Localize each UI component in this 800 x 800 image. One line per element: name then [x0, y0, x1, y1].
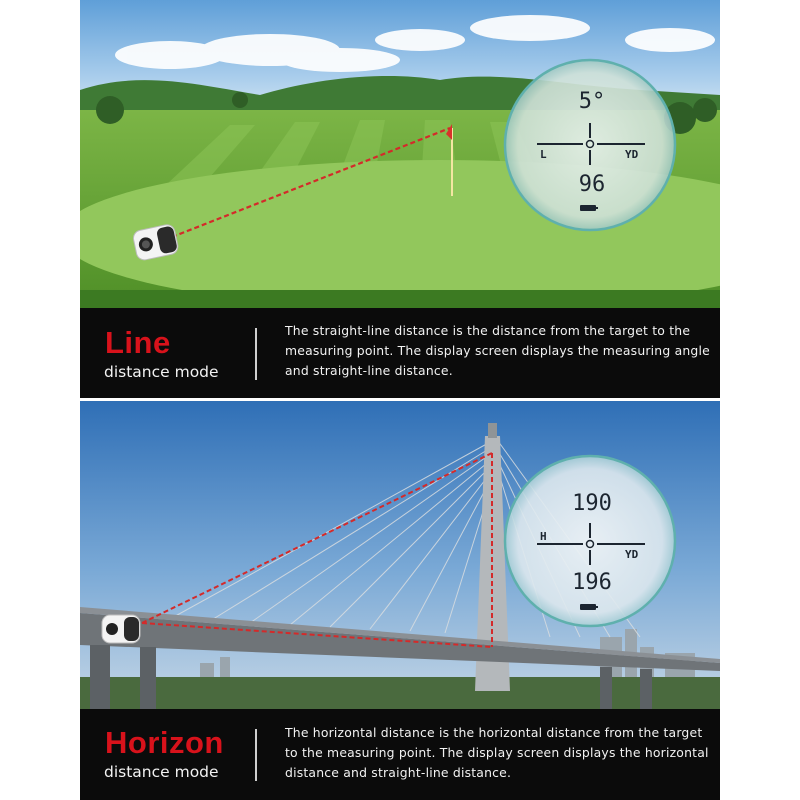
battery-icon — [580, 205, 598, 211]
line-mode-panel — [80, 0, 720, 398]
horizon-mode-description: The horizontal distance is the horizontal distance from the target to the measuring point. The display screen displays the horizontal distance and straight-line distance. — [285, 725, 709, 780]
viewfinder-display — [505, 60, 675, 230]
viewfinder-display — [505, 456, 675, 626]
tower-top — [488, 423, 497, 438]
line-mode-caption — [80, 308, 720, 398]
display-left-label: H — [540, 530, 547, 543]
display-bottom-value: 96 — [578, 172, 606, 197]
foreground-rough — [80, 290, 720, 308]
display-right-label: YD — [625, 548, 639, 561]
caption-divider — [255, 729, 257, 781]
line-mode-subtitle: distance mode — [104, 363, 219, 381]
bridge-photo — [80, 401, 720, 709]
display-right-label: YD — [625, 148, 639, 161]
line-mode-title: Line — [105, 325, 171, 360]
display-left-label: L — [540, 148, 547, 161]
line-mode-description: The straight-line distance is the distance from the target to the measuring point. The display screen displays the measuring angle and straight-line distance. — [285, 323, 710, 378]
ground — [80, 677, 720, 709]
display-top-value: 190 — [572, 491, 612, 516]
horizon-mode-caption — [80, 709, 720, 800]
horizon-mode-title: Horizon — [105, 725, 224, 760]
caption-divider — [255, 328, 257, 380]
display-top-value: 5° — [578, 89, 606, 114]
horizon-mode-panel — [80, 401, 720, 800]
display-bottom-value: 196 — [572, 570, 612, 595]
battery-icon — [580, 604, 598, 610]
horizon-mode-subtitle: distance mode — [104, 763, 219, 781]
rangefinder-device — [102, 615, 140, 643]
golf-course-photo — [80, 0, 720, 308]
